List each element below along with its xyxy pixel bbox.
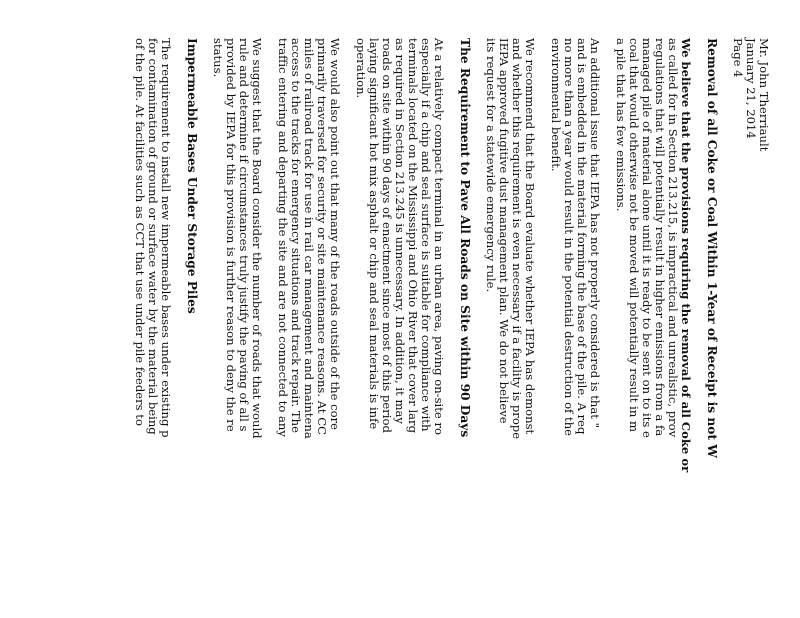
letter-body	[133, 38, 770, 472]
spacer	[718, 38, 731, 472]
section-heading: Impermeable Bases Under Storage Piles	[185, 38, 199, 314]
section-heading: Removal of all Coke or Coal Within 1-Year of Receipt is not W	[705, 38, 719, 458]
recipient-name: Mr. John Therriault	[757, 38, 771, 152]
paragraph-line: and whether this requirement is even necessary if a facility is prope	[510, 38, 524, 440]
paragraph-line: IEPA approved fugitive dust management plan. We do not believe	[497, 38, 511, 424]
paragraph-line: access to the tracks for emergency situations and track repair. The	[289, 38, 303, 433]
spacer	[692, 38, 705, 472]
spacer	[198, 38, 211, 472]
spacer	[601, 38, 614, 472]
paragraph-line: We would also point out that many of the roads outside of the core	[328, 38, 342, 430]
spacer	[445, 38, 458, 472]
letter-date: January 21, 2014	[744, 38, 758, 139]
paragraph-line: We believe that the provisions requiring the removal of all Coke or	[679, 38, 693, 473]
spacer	[263, 38, 276, 472]
paragraph-line: as called for in Section 213.215, is impractical and unrealistic, prov	[666, 38, 680, 438]
paragraph-line: of the pile. At facilities such as CCT that use under pile feeders to	[133, 38, 147, 426]
paragraph-line: status.	[211, 38, 225, 78]
paragraph-line: no more than a year would result in the potential destruction of the	[562, 38, 576, 437]
paragraph-line: rule and determine if circumstances truly justify the paving of all s	[237, 38, 251, 432]
spacer	[172, 38, 185, 472]
paragraph-line: for contamination of ground or surface water by the material being	[146, 38, 160, 435]
paragraph-line: especially if a chip and seal surface is suitable for compliance with	[419, 38, 433, 432]
paragraph-line: operation.	[354, 38, 368, 99]
paragraph-line: a pile that has few emissions.	[614, 38, 628, 212]
spacer	[536, 38, 549, 472]
paragraph-line: as required in Section 213.245 is unnecessary. In addition, it may	[393, 38, 407, 424]
paragraph-line: laying significant hot mix asphalt or chip and seal materials is infe	[367, 38, 381, 430]
spacer	[341, 38, 354, 472]
paragraph-line: its request for a statewide emergency rule.	[484, 38, 498, 293]
paragraph-line: terminals located on the Mississippi and Ohio River that cover larg	[406, 38, 420, 434]
paragraph-line: environmental benefit.	[549, 38, 563, 172]
paragraph-line: coal that would otherwise not be moved will potentially result in m	[627, 38, 641, 433]
page-number: Page 4	[731, 38, 745, 78]
paragraph-line: miles of railroad track for use in rail car management and maintena	[302, 38, 316, 439]
paragraph-line: managed pile of material alone until it is ready to be sent on to its e	[640, 38, 654, 438]
paragraph-line: and is embedded in the material forming the base of the pile. A req	[575, 38, 589, 435]
spacer	[471, 38, 484, 472]
paragraph-line: We recommend that the Board evaluate whether IEPA has demonst	[523, 38, 537, 435]
paragraph-line: We suggest that the Board consider the number of roads that would	[250, 38, 264, 439]
paragraph-line: regulations that will potentially result in higher emissions from a fa	[653, 38, 667, 437]
paragraph-line: roads on site within 90 days of enactment since most of this period	[380, 38, 394, 433]
paragraph-line: The requirement to install new impermeable bases under existing p	[159, 38, 173, 438]
paragraph-line: primarily traversed for security or site maintenance reasons. At CC	[315, 38, 329, 436]
paragraph-line: provided by IEPA for this provision is further reason to deny the re	[224, 38, 238, 432]
paragraph-line: At a relatively compact terminal in an urban area, paving on-site ro	[432, 38, 446, 435]
paragraph-line: traffic entering and departing the site and are not connected to any	[276, 38, 290, 437]
paragraph-line: An additional issue that IEPA has not properly considered is that "	[588, 38, 602, 428]
section-heading: The Requirement to Pave All Roads on Site within 90 Days	[458, 38, 472, 438]
